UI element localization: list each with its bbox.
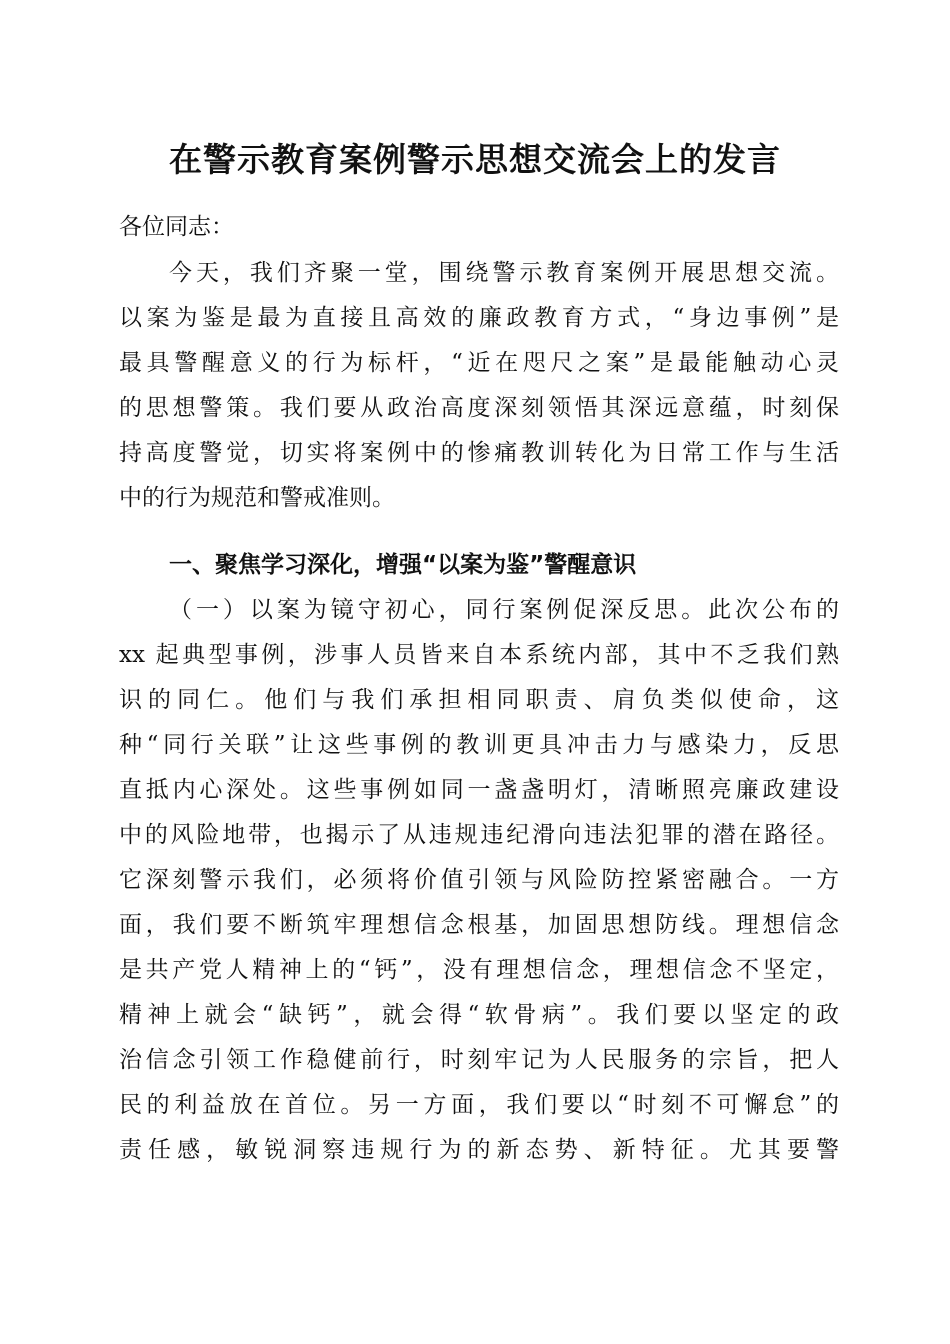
section-heading-text: 一、聚焦学习深化，增强“以案为鉴”警醒意识: [169, 552, 637, 578]
paragraph-line: 中的风险地带，也揭示了从违规违纪滑向违法犯罪的潜在路径。: [119, 822, 839, 848]
paragraph-line: 民的利益放在首位。另一方面，我们要以“时刻不可懈怠”的: [119, 1092, 839, 1118]
paragraph-line: 最具警醒意义的行为标杆，“近在咫尺之案”是最能触动心灵: [119, 350, 839, 376]
paragraph-line: 责任感，敏锐洞察违规行为的新态势、新特征。尤其要警: [119, 1137, 839, 1163]
salutation: [119, 205, 839, 250]
paragraph-line: 是共产党人精神上的“钙”，没有理想信念，理想信念不坚定，: [119, 957, 839, 983]
salutation-line: 各位同志：: [119, 214, 234, 240]
paragraph-line: 识的同仁。他们与我们承担相同职责、肩负类似使命，这: [119, 687, 839, 713]
paragraph-section-1: [119, 588, 839, 1173]
paragraph-line: 持高度警觉，切实将案例中的惨痛教训转化为日常工作与生活: [119, 440, 839, 466]
document-title: 在警示教育案例警示思想交流会上的发言: [169, 140, 781, 179]
paragraph-intro: [119, 251, 839, 521]
paragraph-line: （一）以案为镜守初心，同行案例促深反思。此次公布的: [169, 597, 839, 623]
paragraph-line: 精神上就会“缺钙”，就会得“软骨病”。我们要以坚定的政: [119, 1002, 839, 1028]
paragraph-line: 治信念引领工作稳健前行，时刻牢记为人民服务的宗旨，把人: [119, 1047, 839, 1073]
paragraph-line: 种“同行关联”让这些事例的教训更具冲击力与感染力，反思: [119, 732, 839, 758]
paragraph-line: 它深刻警示我们，必须将价值引领与风险防控紧密融合。一方: [119, 867, 839, 893]
paragraph-line: 以案为鉴是最为直接且高效的廉政教育方式，“身边事例”是: [119, 305, 839, 331]
section-heading: [119, 543, 839, 588]
paragraph-line: 面，我们要不断筑牢理想信念根基，加固思想防线。理想信念: [119, 912, 839, 938]
paragraph-line: 的思想警策。我们要从政治高度深刻领悟其深远意蕴，时刻保: [119, 395, 839, 421]
paragraph-line: 今天，我们齐聚一堂，围绕警示教育案例开展思想交流。: [169, 260, 839, 286]
paragraph-line: 直抵内心深处。这些事例如同一盏盏明灯，清晰照亮廉政建设: [119, 777, 839, 803]
paragraph-line: xx 起典型事例，涉事人员皆来自本系统内部，其中不乏我们熟: [119, 642, 839, 668]
paragraph-line: 中的行为规范和警戒准则。: [119, 485, 395, 511]
